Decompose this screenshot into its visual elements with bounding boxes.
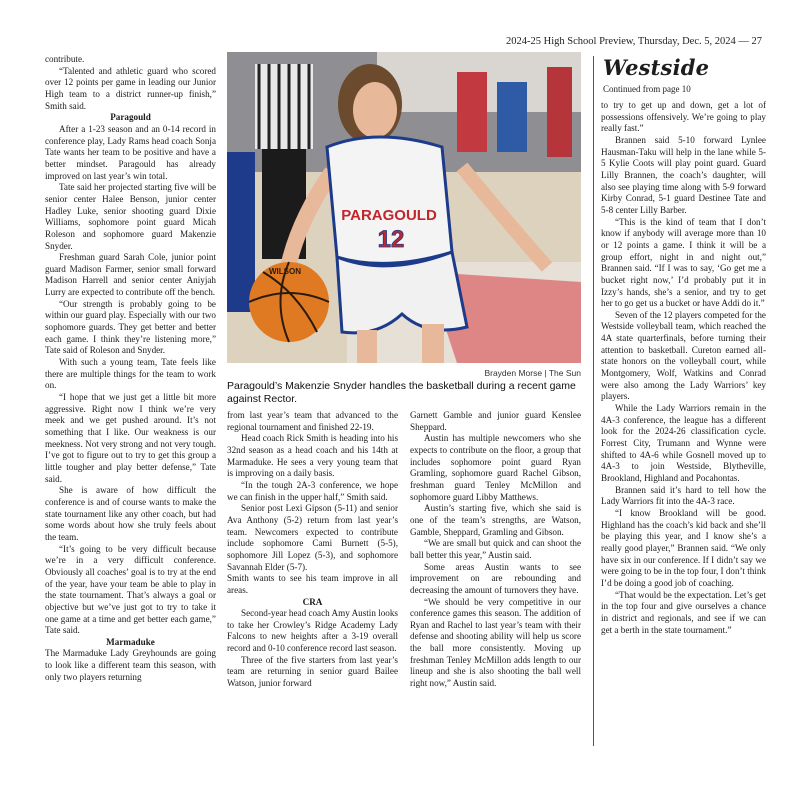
subheading: CRA <box>302 596 323 607</box>
paragraph: Seven of the 12 players competed for the Westside volleyball team, which reached the 4A state quarterfinals, before turning their attention to basketball. Cureton earned all-state honors on the volleyball court, while Montgomery, Wolf, Watkins and Conrad were also among the Lady Warriors’ key players. <box>601 309 766 402</box>
paragraph: With such a young team, Tate feels like there are multiple things for the team to work on. <box>45 357 216 391</box>
paragraph: to try to get up and down, get a lot of possessions offensively. We’re going to play really fast.” <box>601 100 766 134</box>
paragraph: Tate said her projected starting five will be senior center Halee Benson, junior center Hadley Luke, senior shooting guard Dixie Williams, sophomore point guard Micah Roleson and sophomore guard Makenzie Snyder. <box>45 182 216 251</box>
jersey-number: 12 <box>377 226 405 253</box>
paragraph: Austin has multiple newcomers who she expects to contribute on the floor, a group that includes sophomore point guard Ryan Gramling, sophomore guard Rachel Gibson, freshman guard Tenley McMillon and sophomore guard Libby Matthews. <box>410 433 581 502</box>
paragraph: from last year’s team that advanced to the regional tournament and finished 22-19. <box>227 410 398 432</box>
paragraph: Garnett Gamble and junior guard Kenslee Sheppard. <box>410 410 581 432</box>
paragraph: “Our strength is probably going to be within our guard play. Especially with our two sophomore guards. They get better and better each game. I think they’re listening more,” Tate said of Roleson and Snyder. <box>45 298 216 356</box>
column-divider <box>593 56 594 746</box>
paragraph: “Talented and athletic guard who scored over 12 points per game in leading our Junior High team to a district runner-up finish,” Smith said. <box>45 65 216 111</box>
paragraph: “That would be the expectation. Let’s get in the top four and give ourselves a chance in district and regionals, and see if we can get a berth in the state tournament.” <box>601 589 766 635</box>
paragraph: While the Lady Warriors remain in the 4A-3 conference, the league has a different look for the 2024-26 classification cycle. Forrest City, Trumann and Wynne were shifted to 4A-6 while Gosnell moved up to 4A-3 to join Westside, Blytheville, Brookland, Highland and Pocahontas. <box>601 403 766 483</box>
paragraph: Brannen said 5-10 forward Lynlee Hausman-Taku will help in the lane while 5-5 Kylie Coots will play point guard. Guard Lilly Brannen, the coach’s daughter, will also see playing time along with 5-9 forward Kirby Conrad, 5-1 guard Destinee Tate and 5-8 center Lilly Barber. <box>601 134 766 215</box>
paragraph: contribute. <box>45 54 85 64</box>
section-title: Westside <box>603 55 710 80</box>
basketball-photo <box>227 52 581 363</box>
photo-credit: Brayden Morse | The Sun <box>484 368 581 378</box>
paragraph: After a 1-23 season and an 0-14 record in conference play, Lady Rams head coach Sonja Tate wants her team to be positive and have a better mindset. Paragould has already improved on last year’s win total. <box>45 123 216 181</box>
paragraph: She is aware of how difficult the conference is and of course wants to make the state tournament like any other coach, but had some words about how she truly feels about the team. <box>45 485 216 542</box>
paragraph: “This is the kind of team that I don’t know if anybody will average more than 10 or 12 points a game. I think it will be a group effort, night in and night out,” Brannen said. “If I was to say, ‘Go get me a bucket right now,’ I’d probably put it in Izzy’s hands, she’s a senior, and try to get her to go get us a bucket or have Addi do it.” <box>601 216 766 309</box>
paragraph: Smith wants to see his team improve in all areas. <box>227 573 398 595</box>
running-head: 2024-25 High School Preview, Thursday, Dec. 5, 2024 — 27 <box>506 36 762 47</box>
paragraph: Three of the five starters from last year’s team are returning in senior guard Bailee Watson, junior forward <box>227 654 398 689</box>
subheading: Marmaduke <box>106 636 155 647</box>
paragraph: “It’s going to be very difficult because we’re in a very difficult conference. Obviously all coaches’ goal is to try at the end of the year, have your team be able to play in the state tournament. That’s always a goal or objective but we’ve just got to try to take it one game at a time and get better each game,” Tate said. <box>45 543 216 636</box>
photo-caption: Paragould’s Makenzie Snyder handles the basketball during a recent game against Rector. <box>227 380 576 405</box>
paragraph: Freshman guard Sarah Cole, junior point guard Madison Farmer, senior small forward Madison Harrell and senior center Aniyjah Lurry are expected to contribute off the bench. <box>45 252 216 298</box>
paragraph: Senior post Lexi Gipson (5-11) and senior Ava Anthony (5-2) return from last year’s team. Newcomers expected to contribute include sophomore Cami Burnett (5-5), sophomore Jill Lopez (5-3), and sophomore Savannah Elder (5-7). <box>227 503 398 572</box>
paragraph: Head coach Rick Smith is heading into his 32nd season as a head coach and his 14th at Marmaduke. He sees a very young team that is improving on a daily basis. <box>227 433 398 479</box>
basketball-icon <box>249 262 329 342</box>
ball-brand: WILSON <box>269 267 301 276</box>
paragraph: “We should be very competitive in our conference games this season. The addition of Ryan and Rachel to last year’s team with their defense and shooting ability will help us score the ball more consistently. Moving up freshman Tenley McMillon adds length to our lineup and she is also shooting the ball well right now,” Austin said. <box>410 596 581 689</box>
paragraph: “I know Brookland will be good. Highland has the coach’s kid back and she’ll be playing this year, and I know she’s a really good player,” Brannen said. “We only have six in our conference. If I didn’t say we were going to be in the top four, I don’t think I’d be doing a good job of coaching. <box>601 507 766 588</box>
article-column-3 <box>410 410 581 690</box>
paragraph: Second-year head coach Amy Austin looks to take her Crowley’s Ridge Academy Lady Falcons to new heights after a 3-19 overall record and 0-10 conference record last season. <box>227 608 398 654</box>
paragraph: “In the tough 2A-3 conference, we hope we can finish in the upper half,” Smith said. <box>227 479 398 502</box>
subheading: Paragould <box>110 112 151 123</box>
paragraph: Austin’s starting five, which she said is one of the team’s strengths, are Watson, Gamble, Sheppard, Gramling and Gibson. <box>410 503 581 537</box>
paragraph: “We are small but quick and can shoot the ball better this year,” Austin said. <box>410 538 581 560</box>
paragraph: Some areas Austin wants to see improvement on are rebounding and decreasing the amount of turnovers they have. <box>410 561 581 595</box>
continued-note: Continued from page 10 <box>603 84 691 94</box>
jersey-name: PARAGOULD <box>341 207 437 224</box>
paragraph: “I hope that we just get a little bit more aggressive. Right now I think we’re very meek and we get pushed around. It’s not something that I like. Our weakness is our meekness. Not very strong and not very tough. I’ve got to figure out to try to get this group a little tougher and play better defense,” Tate said. <box>45 392 216 484</box>
paragraph: The Marmaduke Lady Greyhounds are going to look like a different team this season, with only two players returning <box>45 648 216 682</box>
article-column-4 <box>601 100 766 636</box>
article-column-1 <box>45 54 216 683</box>
paragraph: Brannen said it’s hard to tell how the Lady Warriors fit into the 4A-3 race. <box>601 484 766 507</box>
article-column-2 <box>227 410 398 690</box>
